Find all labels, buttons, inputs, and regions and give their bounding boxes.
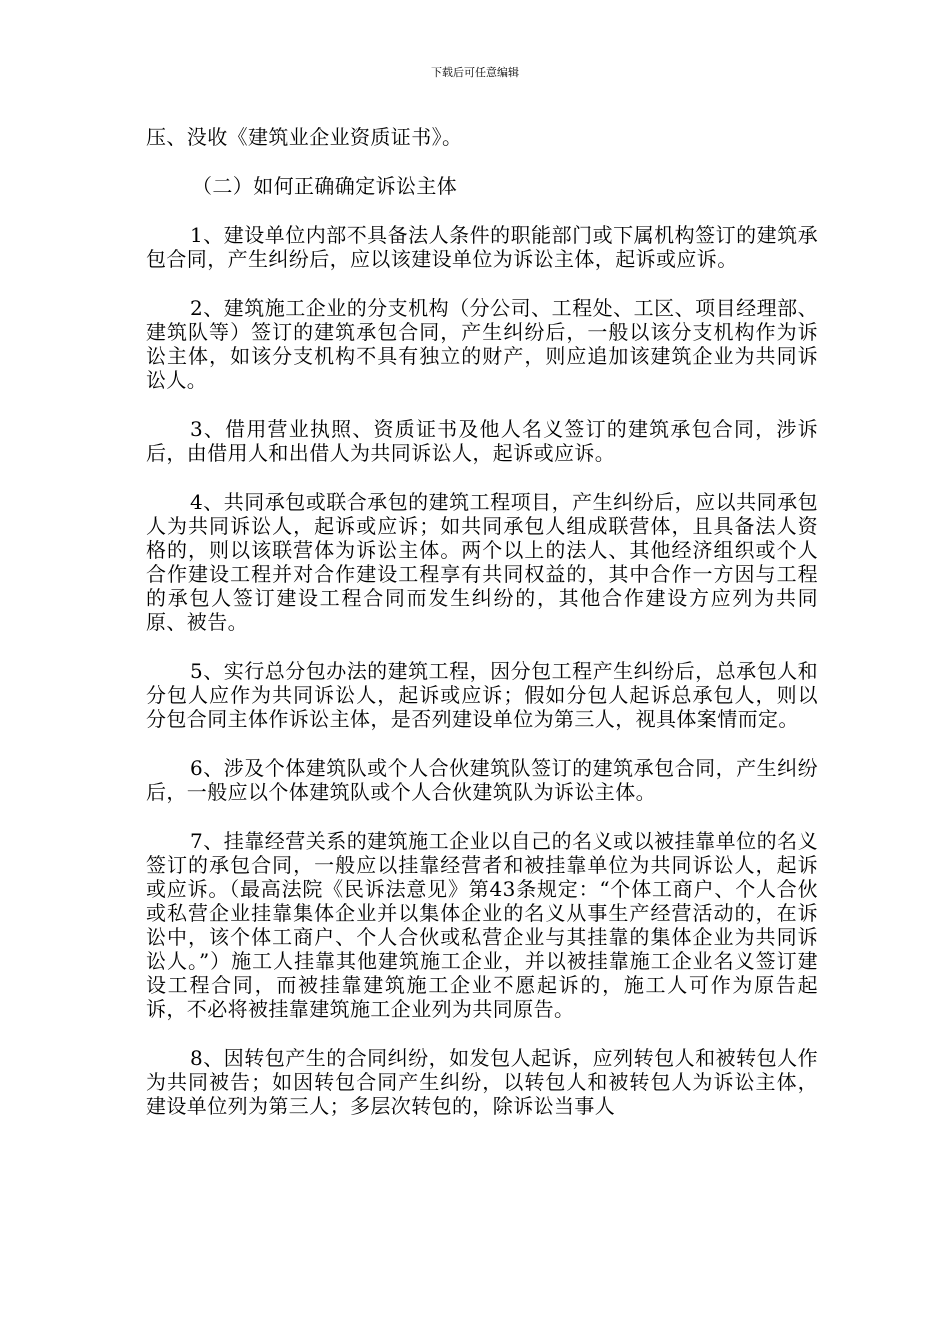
paragraph-item-8: 8、因转包产生的合同纠纷，如发包人起诉，应列转包人和被转包人作为共同被告；如因转包合同产生纠纷，以转包人和被转包人为诉讼主体，建设单位列为第三人；多层次转包的，除诉讼当事人 xyxy=(146,1046,818,1118)
page-header: 下载后可任意编辑 xyxy=(431,66,519,79)
paragraph-continuation: 压、没收《建筑业企业资质证书》。 xyxy=(146,125,463,149)
paragraph-item-7: 7、挂靠经营关系的建筑施工企业以自己的名义或以被挂靠单位的名义签订的承包合同，一般应以挂靠经营者和被挂靠单位为共同诉讼人，起诉或应诉。（最高法院《民诉法意见》第43条规定：“个体工商户、个人合伙或私营企业挂靠集体企业并以集体企业的名义从事生产经营活动的，在诉讼中，该个体工商户、个人合伙或私营企业与其挂靠的集体企业为共同诉讼人。”）施工人挂靠其他建筑施工企业，并以被挂靠施工企业名义签订建设工程合同，而被挂靠建筑施工企业不愿起诉的，施工人可作为原告起诉，不必将被挂靠建筑施工企业列为共同原告。 xyxy=(146,829,818,1021)
paragraph-item-5: 5、实行总分包办法的建筑工程，因分包工程产生纠纷后，总承包人和分包人应作为共同诉讼人，起诉或应诉；假如分包人起诉总承包人，则以分包合同主体作诉讼主体，是否列建设单位为第三人，视具体案情而定。 xyxy=(146,659,818,731)
paragraph-item-3: 3、借用营业执照、资质证书及他人名义签订的建筑承包合同，涉诉后，由借用人和出借人为共同诉讼人，起诉或应诉。 xyxy=(146,417,818,465)
paragraph-item-6: 6、涉及个体建筑队或个人合伙建筑队签订的建筑承包合同，产生纠纷后，一般应以个体建筑队或个人合伙建筑队为诉讼主体。 xyxy=(146,756,818,804)
section-heading: （二）如何正确确定诉讼主体 xyxy=(192,174,458,198)
document-body xyxy=(146,125,818,1143)
paragraph-item-2: 2、建筑施工企业的分支机构（分公司、工程处、工区、项目经理部、建筑队等）签订的建筑承包合同，产生纠纷后，一般以该分支机构作为诉讼主体，如该分支机构不具有独立的财产，则应追加该建筑企业为共同诉讼人。 xyxy=(146,296,818,392)
paragraph-item-4: 4、共同承包或联合承包的建筑工程项目，产生纠纷后，应以共同承包人为共同诉讼人，起诉或应诉；如共同承包人组成联营体，且具备法人资格的，则以该联营体为诉讼主体。两个以上的法人、其他经济组织或个人合作建设工程并对合作建设工程享有共同权益的，其中合作一方因与工程的承包人签订建设工程合同而发生纠纷的，其他合作建设方应列为共同原、被告。 xyxy=(146,490,818,634)
paragraph-item-1: 1、建设单位内部不具备法人条件的职能部门或下属机构签订的建筑承包合同，产生纠纷后，应以该建设单位为诉讼主体，起诉或应诉。 xyxy=(146,223,818,271)
